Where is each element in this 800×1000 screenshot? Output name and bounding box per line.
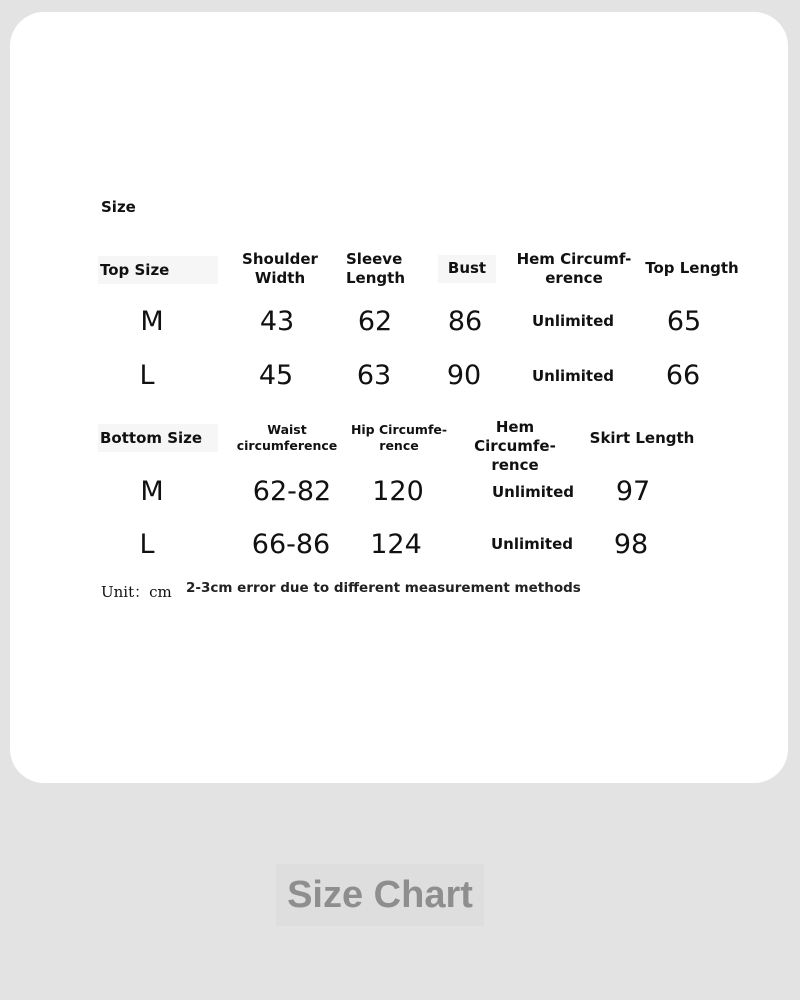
- top-l-length: 66: [665, 360, 701, 391]
- bottom-l-hip: 124: [370, 529, 422, 560]
- bottom-l-waist: 66-86: [251, 529, 331, 560]
- top-l-bust: 90: [446, 360, 482, 391]
- header-hip: Hip Circumfe- rence: [350, 422, 448, 453]
- header-skirt-length: Skirt Length: [589, 429, 695, 447]
- unit-label: Unit：cm: [101, 583, 172, 601]
- top-l-shoulder: 45: [258, 360, 294, 391]
- top-m-sleeve: 62: [357, 306, 393, 337]
- size-chart-card: [10, 12, 788, 783]
- bottom-size-title: Bottom Size: [98, 424, 218, 452]
- bottom-m-waist: 62-82: [252, 476, 332, 507]
- bottom-m-hem: Unlimited: [492, 483, 574, 501]
- measurement-note: 2-3cm error due to different measurement methods: [186, 580, 581, 596]
- header-bottom-hem: Hem Circumfe- rence: [474, 418, 556, 474]
- bottom-size-m: M: [140, 476, 164, 507]
- top-m-bust: 86: [447, 306, 483, 337]
- bottom-l-hem: Unlimited: [491, 535, 573, 553]
- top-m-length: 65: [666, 306, 702, 337]
- header-shoulder-width: Shoulder Width: [242, 250, 318, 287]
- top-l-hem: Unlimited: [532, 367, 614, 385]
- header-top-length: Top Length: [645, 259, 739, 277]
- bottom-l-skirt: 98: [613, 529, 649, 560]
- bottom-m-skirt: 97: [615, 476, 651, 507]
- header-hem-circumference: Hem Circumf- erence: [516, 250, 632, 287]
- top-m-hem: Unlimited: [532, 312, 614, 330]
- top-l-sleeve: 63: [356, 360, 392, 391]
- header-sleeve-length: Sleeve Length: [346, 250, 405, 287]
- size-chart-title: Size Chart: [276, 864, 484, 926]
- top-size-title: Top Size: [98, 256, 218, 284]
- size-label: Size: [101, 198, 136, 216]
- header-bust: Bust: [438, 255, 496, 283]
- top-m-shoulder: 43: [259, 306, 295, 337]
- bottom-m-hip: 120: [372, 476, 424, 507]
- top-size-m: M: [140, 306, 164, 337]
- header-waist: Waist circumference: [236, 422, 338, 453]
- bottom-size-l: L: [139, 529, 155, 560]
- top-size-l: L: [139, 360, 155, 391]
